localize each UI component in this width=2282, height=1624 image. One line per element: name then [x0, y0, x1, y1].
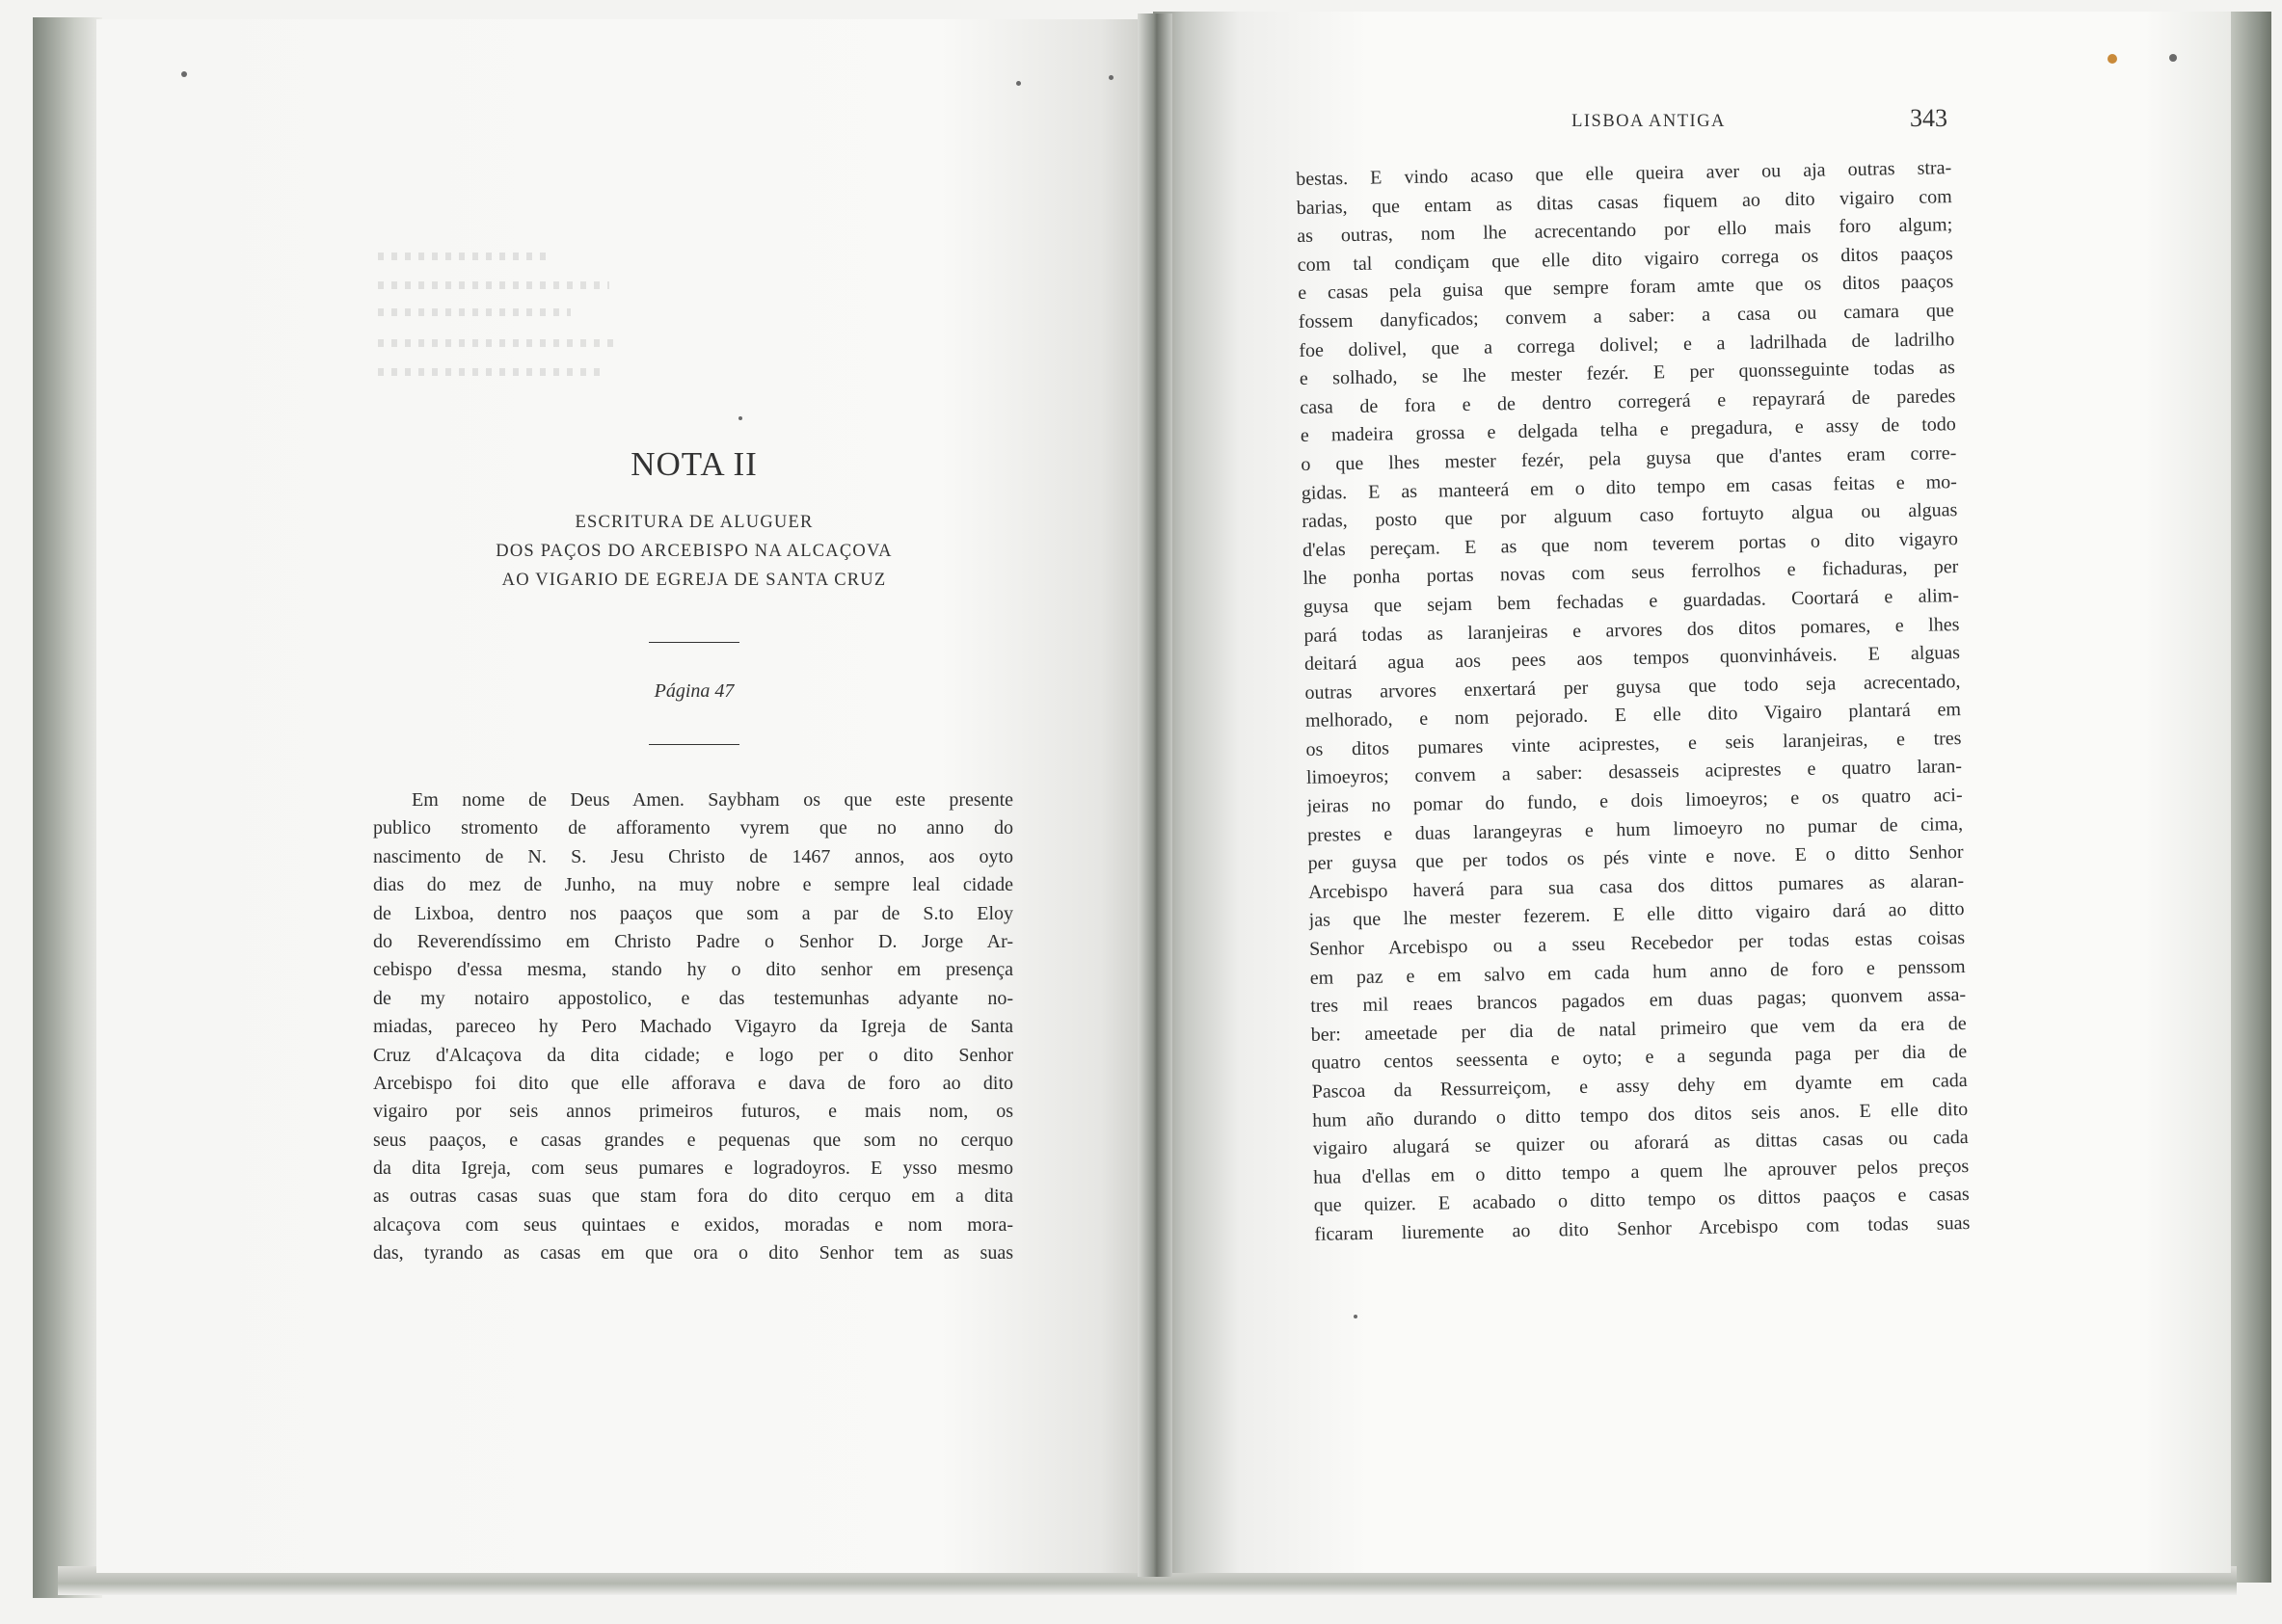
- text-line: de Lixboa, dentro nos paaços que som a par de S.to Eloy: [373, 902, 1013, 924]
- text-line: e casas pela guisa que sempre foram amte que os ditos paaços: [1298, 271, 1954, 305]
- text-line: jeiras no pomar do fundo, e dois limoeyros; e os quatro aci-: [1306, 785, 1963, 817]
- text-line: do Reverendíssimo em Christo Padre o Senhor D. Jorge Ar-: [373, 930, 1013, 952]
- paper-speck: [1354, 1315, 1357, 1318]
- text-line: as outras, nom lhe acrecentando por ello mais foro algum;: [1297, 214, 1953, 248]
- subtitle-line-1: ESCRITURA DE ALUGUER: [575, 513, 814, 532]
- text-line: seus paaços, e casas grandes e pequenas que som no cerquo: [373, 1129, 1013, 1151]
- bleed-through-mark: [378, 339, 619, 347]
- subtitle-line-3: AO VIGARIO DE EGREJA DE SANTA CRUZ: [501, 571, 887, 590]
- text-line: per guysa que per todos os pés vinte e nove. E o ditto Senhor: [1307, 841, 1964, 875]
- running-header: LISBOA ANTIGA: [1571, 112, 1726, 131]
- divider-rule: [649, 642, 739, 643]
- page-reference: Página 47: [654, 680, 735, 702]
- text-line: que quizer. E acabado o ditto tempo os dittos paaços e casas: [1313, 1184, 1970, 1217]
- text-line: fossem danyficados; convem a saber: a casa ou camara que: [1298, 300, 1954, 333]
- text-line: da dita Igreja, com seus pumares e logradoyros. E ysso mesmo: [373, 1158, 1013, 1180]
- page-number: 343: [1910, 104, 1947, 132]
- paper-speck: [1109, 75, 1114, 80]
- text-line: e madeira grossa e delgada telha e pregadura, e assy de todo: [1300, 413, 1956, 447]
- text-line: das, tyrando as casas em que ora o dito Senhor tem as suas: [373, 1242, 1013, 1265]
- text-line: o que lhes mester fezér, pela guysa que d'antes eram corre-: [1301, 442, 1957, 475]
- paper-speck: [2107, 54, 2117, 64]
- nota-title: NOTA II: [631, 445, 758, 483]
- text-line: barias, que entam as ditas casas fiquem ao dito vigairo com: [1296, 185, 1952, 219]
- text-line: quatro centos seessenta e oyto; e a segunda paga per dia de: [1311, 1041, 1968, 1075]
- paper-speck: [738, 416, 742, 420]
- text-line: nascimento de N. S. Jesu Christo de 1467 annos, aos oyto: [373, 845, 1013, 867]
- text-line: outras arvores enxertará per guysa que todo seja acrecentado,: [1304, 670, 1961, 704]
- text-line: hua d'ellas em o ditto tempo a quem lhe aprouver pelos preços: [1313, 1155, 1970, 1188]
- text-line: melhorado, e nom pejorado. E elle dito Vigairo plantará em: [1304, 699, 1962, 732]
- text-line: guysa que sejam bem fechadas e guardadas. Coortará e alim-: [1302, 584, 1960, 618]
- text-line: Arcebispo haverá para sua casa dos dittos pumares as alaran-: [1307, 869, 1965, 903]
- text-line: gidas. E as manteerá em o dito tempo em casas feitas e mo-: [1301, 470, 1958, 504]
- text-line: ficaram liuremente ao dito Senhor Arcebispo com todas suas: [1314, 1211, 1971, 1245]
- text-line: com tal condiçam que elle dito vigairo correga os ditos paaços: [1297, 242, 1953, 276]
- text-line: e solhado, se lhe mester fezér. E per quonsseguinte todas as: [1299, 357, 1955, 390]
- text-line: prestes e duas larangeyras e hum limoeyro no pumar de cima,: [1306, 812, 1964, 846]
- subtitle-line-2: DOS PAÇOS DO ARCEBISPO NA ALCAÇOVA: [496, 542, 893, 561]
- text-line: vigairo por seis annos primeiros futuros, e mais nom, os: [373, 1101, 1013, 1123]
- text-line: Senhor Arcebispo ou a sseu Recebedor per todas estas coisas: [1308, 927, 1966, 960]
- text-line: de my notairo appostolico, e das testemunhas adyante no-: [373, 987, 1013, 1009]
- text-line: cebispo d'essa mesma, stando hy o dito senhor em presença: [373, 959, 1013, 981]
- book-gutter: [1138, 13, 1172, 1577]
- book-edge-left: [33, 17, 102, 1598]
- text-line: pará todas as laranjeiras e arvores dos ditos pomares, e lhes: [1303, 613, 1960, 647]
- text-line: d'elas pereçam. E as que nom teverem portas o dito vigayro: [1302, 527, 1959, 561]
- text-line: Em nome de Deus Amen. Saybham os que este presente: [412, 789, 1013, 811]
- bleed-through-mark: [378, 281, 609, 289]
- paper-speck: [1016, 81, 1021, 86]
- text-line: radas, posto que por alguum caso fortuyto algua ou alguas: [1302, 499, 1958, 533]
- text-line: Cruz d'Alcaçova da dita cidade; e logo per o dito Senhor: [373, 1044, 1013, 1066]
- bleed-through-mark: [378, 368, 600, 376]
- right-body-text: [1296, 154, 1971, 1249]
- left-body-text: [373, 786, 1013, 1268]
- bleed-through-mark: [378, 253, 551, 260]
- paper-speck: [2169, 54, 2177, 62]
- text-line: bestas. E vindo acaso que elle queira aver ou aja outras stra-: [1296, 157, 1952, 190]
- text-line: Arcebispo foi dito que elle afforava e dava de foro ao dito: [373, 1072, 1013, 1094]
- bleed-through-mark: [378, 308, 571, 316]
- paper-speck: [181, 71, 187, 77]
- text-line: dias do mez de Junho, na muy nobre e sempre leal cidade: [373, 874, 1013, 896]
- text-line: as outras casas suas que stam fora do dito cerquo em a dita: [373, 1185, 1013, 1208]
- text-line: hum año durando o ditto tempo dos ditos seis anos. E elle dito: [1312, 1098, 1969, 1131]
- text-line: jas que lhe mester fezerem. E elle ditto vigairo dará ao ditto: [1308, 898, 1965, 932]
- text-line: publico stromento de afforamento vyrem que no anno do: [373, 817, 1013, 839]
- text-line: deitará agua aos pees aos tempos quonvinháveis. E alguas: [1303, 642, 1961, 676]
- text-line: limoeyros; convem a saber: desasseis aciprestes e quatro laran-: [1305, 756, 1963, 789]
- text-line: miadas, pareceo hy Pero Machado Vigayro da Igreja de Santa: [373, 1016, 1013, 1038]
- text-line: foe dolivel, que a correga dolivel; e a ladrilhada de ladrilho: [1299, 328, 1955, 361]
- text-line: em paz e em salvo em cada hum anno de foro e penssom: [1309, 955, 1966, 989]
- text-line: Pascoa da Ressurreiçom, e assy dehy em dyamte em cada: [1311, 1069, 1968, 1103]
- divider-rule: [649, 744, 739, 745]
- text-line: tres mil reaes brancos pagados em duas pagas; quonvem assa-: [1310, 984, 1967, 1018]
- text-line: lhe ponha portas novas com seus ferrolhos e fichaduras, per: [1302, 556, 1959, 590]
- text-line: os ditos pumares vinte aciprestes, e seis laranjeiras, e tres: [1305, 727, 1962, 760]
- text-line: ber: ameetade per dia de natal primeiro que vem da era de: [1310, 1012, 1967, 1046]
- text-line: casa de fora e de dentro corregerá e repayrará de paredes: [1300, 385, 1956, 418]
- text-line: vigairo alugará se quizer ou aforará as dittas casas ou cada: [1312, 1127, 1969, 1160]
- text-line: alcaçova com seus quintaes e exidos, moradas e nom mora-: [373, 1213, 1013, 1236]
